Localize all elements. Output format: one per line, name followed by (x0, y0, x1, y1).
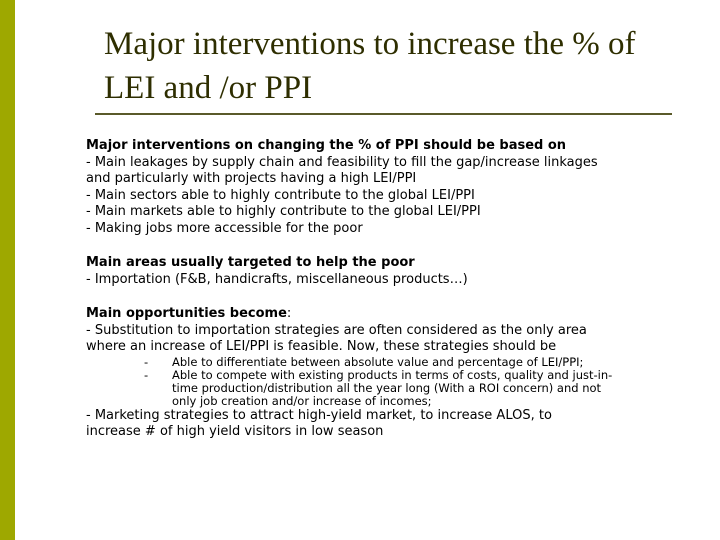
sub-bullet-dash: - (144, 354, 149, 369)
section-heading: Main areas usually targeted to help the poor (86, 255, 415, 270)
title-line-2: LEI and /or PPI (104, 70, 313, 106)
body-line: - Main markets able to highly contribute to the global LEI/PPI (86, 204, 481, 219)
heading-colon: : (286, 306, 292, 321)
body-line: - Making jobs more accessible for the poor (86, 220, 363, 236)
slide-body (86, 138, 686, 441)
sub-bullet-dash: - (144, 367, 149, 382)
body-line: - Substitution to importation strategies are often considered as the only area (86, 322, 587, 338)
sub-line: Able to compete with existing products in terms of costs, quality and just-in- (172, 367, 613, 382)
title-divider (95, 113, 672, 115)
sub-list-item (86, 369, 686, 408)
slide-title (104, 22, 704, 110)
section-heading-row (86, 306, 686, 323)
body-line: and particularly with projects having a high LEI/PPI (86, 171, 417, 186)
sub-list (86, 356, 686, 408)
sub-list-item (86, 356, 686, 369)
body-line: increase # of high yield visitors in low season (86, 424, 384, 439)
sidebar-accent-bar (0, 0, 15, 540)
title-line-1: Major interventions to increase the % of (104, 26, 636, 62)
section-heading: Major interventions on changing the % of PPI should be based on (86, 138, 567, 153)
sub-line: only job creation and/or increase of incomes; (172, 393, 432, 408)
section-target-areas (86, 255, 686, 288)
body-line: - Main leakages by supply chain and feasibility to fill the gap/increase linkages (86, 154, 598, 170)
section-heading: Main opportunities become (86, 306, 287, 321)
body-line: - Importation (F&B, handicrafts, miscellaneous products…) (86, 271, 468, 287)
sub-line: time production/distribution all the year long (With a ROI concern) and not (172, 380, 602, 395)
section-interventions (86, 138, 686, 237)
body-line: - Marketing strategies to attract high-yield market, to increase ALOS, to (86, 407, 552, 423)
section-opportunities (86, 306, 686, 441)
body-line: - Main sectors able to highly contribute to the global LEI/PPI (86, 187, 475, 203)
body-line: where an increase of LEI/PPI is feasible. Now, these strategies should be (86, 339, 557, 354)
sub-line: Able to differentiate between absolute value and percentage of LEI/PPI; (172, 354, 584, 369)
